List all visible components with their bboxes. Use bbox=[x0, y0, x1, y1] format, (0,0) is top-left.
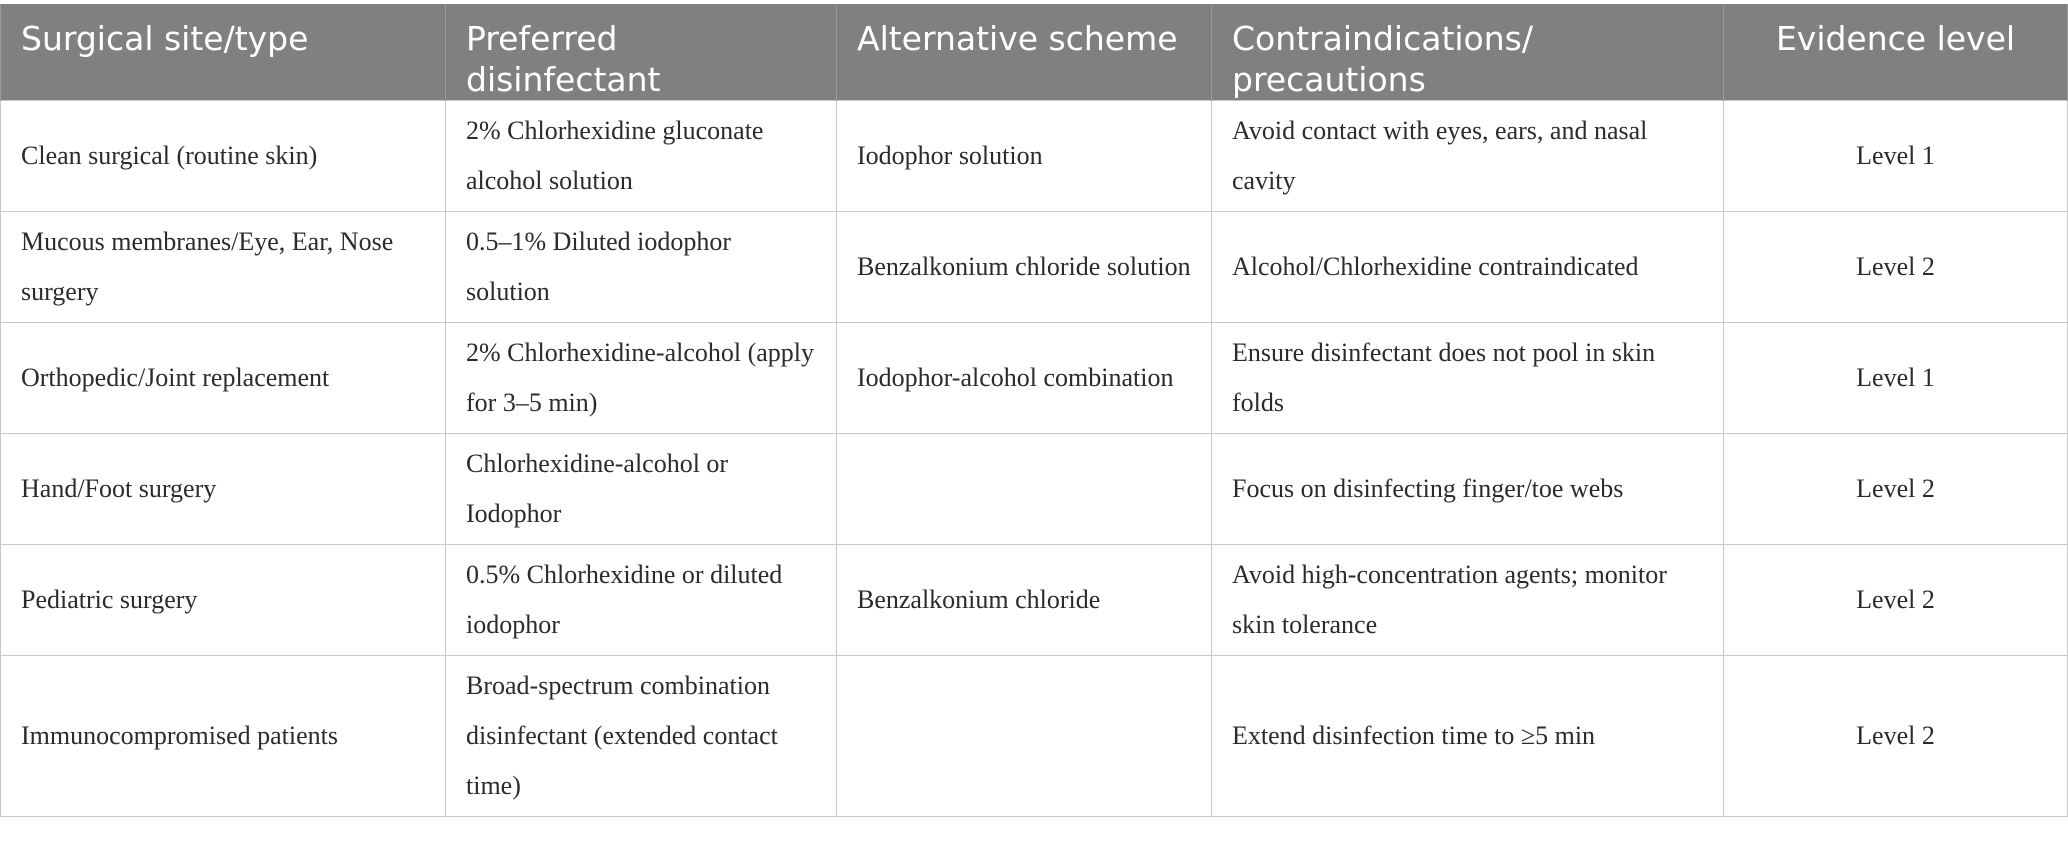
cell-evidence-level: Level 2 bbox=[1724, 212, 2068, 323]
table-body bbox=[1, 101, 2068, 817]
cell-evidence-level: Level 1 bbox=[1724, 101, 2068, 212]
cell-contraindications: Alcohol/Chlorhexidine contraindicated bbox=[1212, 212, 1724, 323]
header-evidence-level: Evidence level bbox=[1724, 4, 2068, 101]
cell-contraindications: Focus on disinfecting finger/toe webs bbox=[1212, 434, 1724, 545]
cell-surgical-site: Clean surgical (routine skin) bbox=[1, 101, 446, 212]
cell-evidence-level: Level 2 bbox=[1724, 656, 2068, 817]
header-alternative-scheme: Alternative scheme bbox=[837, 4, 1212, 101]
table-row bbox=[1, 656, 2068, 817]
cell-surgical-site: Immunocompromised patients bbox=[1, 656, 446, 817]
cell-surgical-site: Hand/Foot surgery bbox=[1, 434, 446, 545]
table-row bbox=[1, 101, 2068, 212]
table-row bbox=[1, 323, 2068, 434]
cell-preferred-disinfectant: 2% Chlorhexidine gluconate alcohol solution bbox=[446, 101, 837, 212]
cell-evidence-level: Level 2 bbox=[1724, 545, 2068, 656]
cell-alternative-scheme: Benzalkonium chloride bbox=[837, 545, 1212, 656]
cell-preferred-disinfectant: 2% Chlorhexidine-alcohol (apply for 3–5 min) bbox=[446, 323, 837, 434]
cell-alternative-scheme bbox=[837, 656, 1212, 817]
cell-preferred-disinfectant: 0.5% Chlorhexidine or diluted iodophor bbox=[446, 545, 837, 656]
cell-preferred-disinfectant: Broad-spectrum combination disinfectant (extended contact time) bbox=[446, 656, 837, 817]
header-row bbox=[1, 4, 2068, 101]
disinfectant-guidelines-table bbox=[0, 4, 2068, 817]
header-surgical-site: Surgical site/type bbox=[1, 4, 446, 101]
cell-evidence-level: Level 2 bbox=[1724, 434, 2068, 545]
cell-preferred-disinfectant: Chlorhexidine-alcohol or Iodophor bbox=[446, 434, 837, 545]
cell-surgical-site: Mucous membranes/Eye, Ear, Nose surgery bbox=[1, 212, 446, 323]
cell-alternative-scheme: Iodophor solution bbox=[837, 101, 1212, 212]
cell-evidence-level: Level 1 bbox=[1724, 323, 2068, 434]
table-row bbox=[1, 434, 2068, 545]
table-row bbox=[1, 545, 2068, 656]
cell-contraindications: Avoid contact with eyes, ears, and nasal cavity bbox=[1212, 101, 1724, 212]
cell-surgical-site: Pediatric surgery bbox=[1, 545, 446, 656]
cell-surgical-site: Orthopedic/Joint replacement bbox=[1, 323, 446, 434]
cell-alternative-scheme bbox=[837, 434, 1212, 545]
header-contraindications: Contraindications/ precautions bbox=[1212, 4, 1724, 101]
cell-alternative-scheme: Benzalkonium chloride solution bbox=[837, 212, 1212, 323]
cell-contraindications: Extend disinfection time to ≥5 min bbox=[1212, 656, 1724, 817]
cell-alternative-scheme: Iodophor-alcohol combination bbox=[837, 323, 1212, 434]
table-row bbox=[1, 212, 2068, 323]
cell-preferred-disinfectant: 0.5–1% Diluted iodophor solution bbox=[446, 212, 837, 323]
table-header bbox=[1, 4, 2068, 101]
header-preferred-disinfectant: Preferred disinfectant bbox=[446, 4, 837, 101]
cell-contraindications: Ensure disinfectant does not pool in skin folds bbox=[1212, 323, 1724, 434]
cell-contraindications: Avoid high-concentration agents; monitor skin tolerance bbox=[1212, 545, 1724, 656]
